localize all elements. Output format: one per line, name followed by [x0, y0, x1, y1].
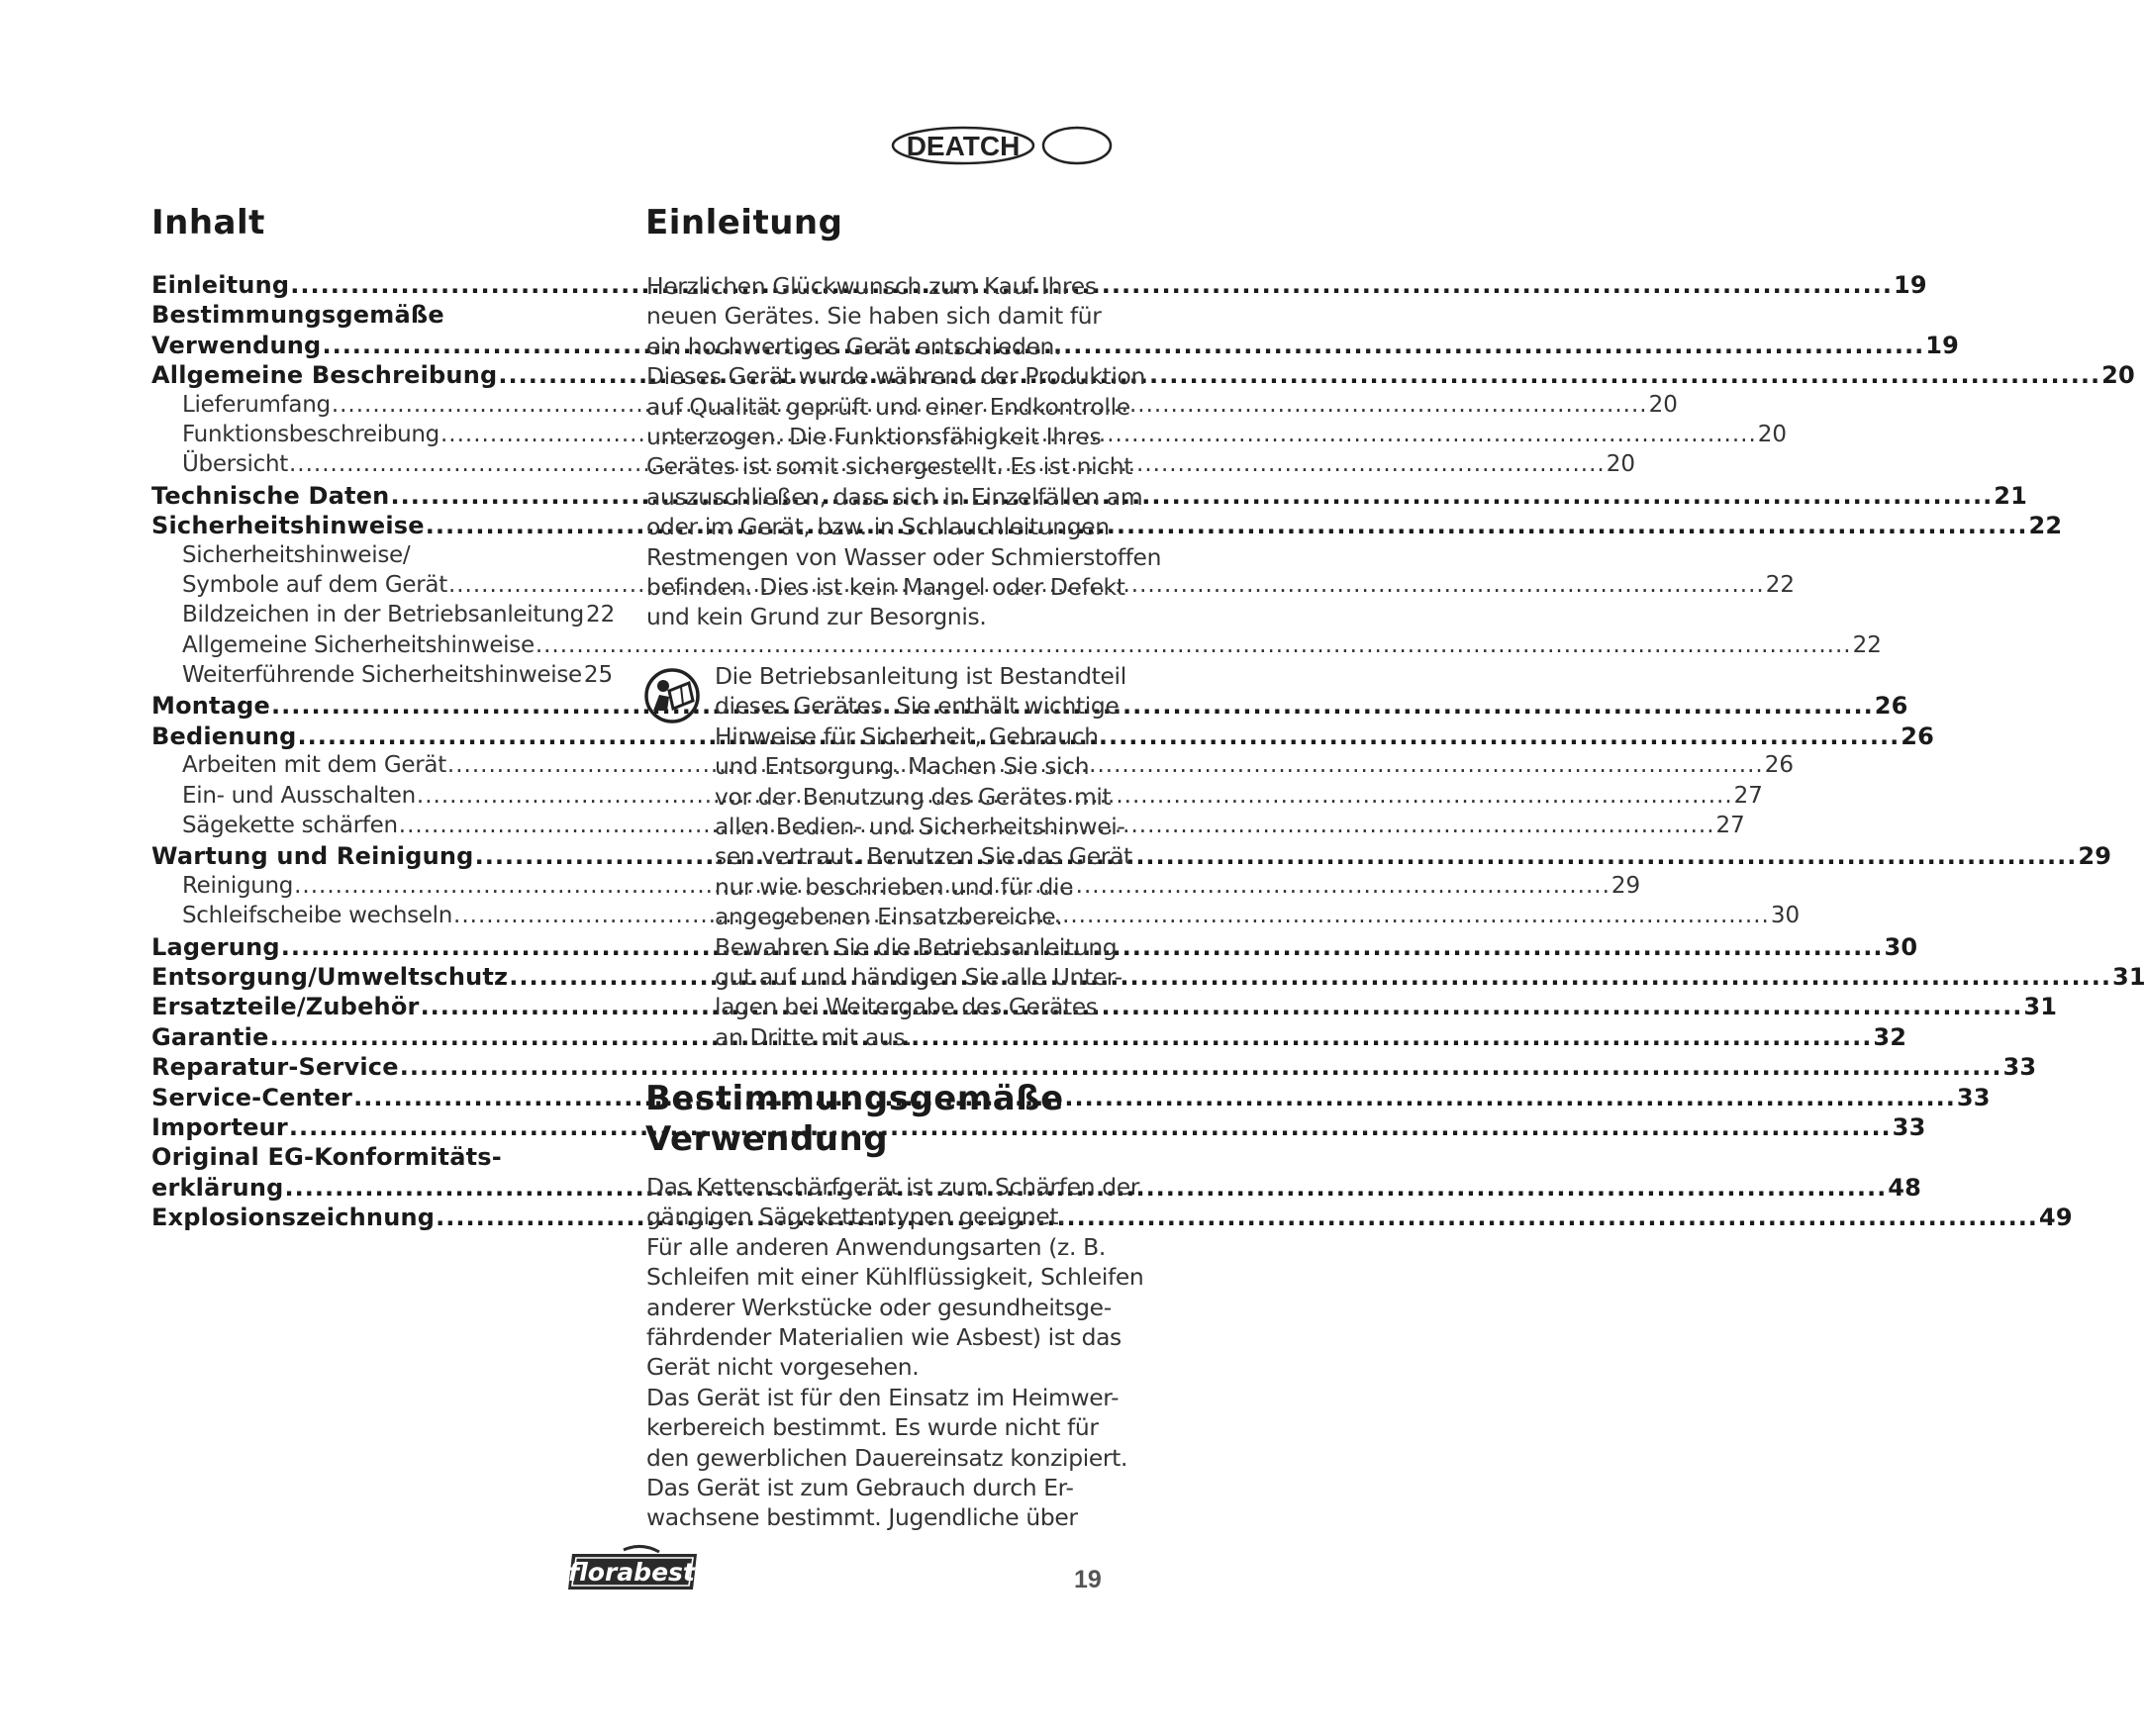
- toc-entry-page: 22: [2028, 512, 2063, 540]
- toc-entry-label: Lieferumfang: [182, 391, 331, 418]
- toc-entry-label: Allgemeine Beschreibung: [151, 361, 498, 390]
- florabest-logo: [564, 1544, 701, 1591]
- page-number: 19: [1074, 1566, 1102, 1593]
- toc-entry-label: Einleitung: [151, 271, 290, 299]
- toc-leader-dots: [390, 482, 1993, 510]
- note-line: Hinweise für Sicherheit, Gebrauch: [715, 722, 1099, 750]
- toc-entry-page: 49: [2038, 1204, 2073, 1232]
- toc-entry-label: Original EG-Konformitäts-: [151, 1143, 502, 1172]
- toc-entry-page: 20: [1648, 391, 1678, 418]
- intended-use-line: gängigen Sägekettentypen geeignet.: [646, 1203, 1066, 1231]
- toc-entry: [151, 602, 616, 631]
- toc-entry-label: Symbole auf dem Gerät: [182, 571, 447, 598]
- toc-entry-label: Weiterführende Sicherheitshinweise: [182, 662, 582, 689]
- intended-use-line: Schleifen mit einer Kühlflüssigkeit, Schleifen: [646, 1263, 1144, 1292]
- toc-entry-page: 22: [585, 602, 616, 628]
- country-badge: [886, 123, 1114, 168]
- toc-entry-page: 33: [1892, 1112, 1926, 1141]
- intro-paragraph: [646, 271, 1162, 632]
- intended-use-line: kerbereich bestimmt. Es wurde nicht für: [646, 1413, 1099, 1442]
- toc-entry-page: 33: [2002, 1053, 2037, 1082]
- toc-entry-label: Verwendung: [151, 331, 322, 359]
- intended-use-heading-line: Bestimmungsgemäße: [645, 1079, 1064, 1118]
- note-line: gut auf und händigen Sie alle Unter-: [715, 962, 1122, 991]
- toc-entry-page: 33: [1956, 1083, 1991, 1111]
- toc-entry: [151, 1053, 2037, 1083]
- intro-line: befinden. Dies ist kein Mangel oder Defekt: [646, 572, 1125, 601]
- toc-entry-page: 30: [1884, 932, 1918, 961]
- intended-use-paragraph: [646, 1172, 1144, 1533]
- toc-entry-page: 22: [1765, 571, 1795, 598]
- toc-entry-page: 48: [1888, 1173, 1922, 1202]
- intro-line: ein hochwertiges Gerät entschieden.: [646, 332, 1062, 360]
- toc-entry-label: erklärung: [151, 1173, 284, 1202]
- toc-entry: [151, 542, 609, 572]
- toc-entry: [151, 662, 614, 692]
- note-line: Die Betriebsanleitung ist Bestandteil: [715, 662, 1126, 690]
- toc-entry-label: Sicherheitshinweise: [151, 512, 425, 540]
- toc-leader-dots: [322, 332, 1924, 359]
- toc-entry-label: Service-Center: [151, 1083, 353, 1111]
- toc-entry-label: Ein- und Ausschalten: [182, 782, 416, 809]
- toc-entry-label: Importeur: [151, 1112, 288, 1141]
- toc-entry-page: 20: [1606, 451, 1636, 478]
- intended-use-line: Für alle anderen Anwendungsarten (z. B.: [646, 1232, 1106, 1261]
- toc-entry-page: 19: [1925, 331, 1960, 359]
- note-line: nur wie beschrieben und für die: [715, 872, 1074, 901]
- toc-entry-label: Allgemeine Sicherheitshinweise: [182, 631, 535, 658]
- intended-use-line: wachsene bestimmt. Jugendliche über: [646, 1503, 1078, 1532]
- intended-use-line: anderer Werkstücke oder gesundheitsge-: [646, 1293, 1112, 1321]
- toc-entry-page: 26: [1901, 722, 1935, 750]
- note-line: und Entsorgung. Machen Sie sich: [715, 752, 1090, 781]
- intro-line: Restmengen von Wasser oder Schmierstoffen: [646, 542, 1162, 571]
- toc-leader-dots: [536, 632, 1852, 658]
- toc-entry-label: Bedienung: [151, 722, 297, 750]
- read-manual-icon: [643, 667, 701, 724]
- toc-entry-label: Reinigung: [182, 872, 294, 899]
- note-line: an Dritte mit aus.: [715, 1022, 913, 1051]
- intro-line: und kein Grund zur Besorgnis.: [646, 603, 987, 631]
- logo-text: florabest: [568, 1558, 695, 1587]
- note-line: lagen bei Weitergabe des Gerätes: [715, 993, 1098, 1021]
- toc-entry-page: 22: [1852, 631, 1882, 658]
- intro-line: Dieses Gerät wurde während der Produktion: [646, 362, 1145, 391]
- toc-entry-page: 26: [1874, 692, 1908, 721]
- toc-leader-dots: [453, 903, 1770, 928]
- country-codes: DEATCH: [906, 131, 1021, 161]
- intro-line: auszuschließen, dass sich in Einzelfällen am: [646, 482, 1143, 511]
- toc-entry-label: Übersicht: [182, 451, 288, 478]
- toc-entry-page: 30: [1770, 903, 1801, 929]
- toc-leader-dots: [289, 1113, 1892, 1141]
- toc-entry-label: Wartung und Reinigung: [151, 842, 474, 871]
- toc-entry-page: 27: [1733, 782, 1763, 809]
- intro-line: unterzogen. Die Funktionsfähigkeit Ihres: [646, 422, 1102, 450]
- intended-use-line: fährdender Materialien wie Asbest) ist das: [646, 1322, 1122, 1351]
- intended-use-heading-line: Verwendung: [645, 1119, 889, 1159]
- toc-entry-label: Bildzeichen in der Betriebsanleitung: [182, 602, 584, 628]
- intended-use-line: Das Gerät ist für den Einsatz im Heimwer-: [646, 1383, 1120, 1411]
- toc-entry-page: 26: [1764, 752, 1794, 779]
- toc-entry-label: Ersatzteile/Zubehör: [151, 993, 420, 1021]
- toc-entry-page: 27: [1715, 813, 1745, 839]
- toc-title: Inhalt: [151, 203, 265, 242]
- toc-entry-label: Technische Daten: [151, 481, 390, 510]
- toc-entry-label: Funktionsbeschreibung: [182, 421, 439, 447]
- intro-line: Herzlichen Glückwunsch zum Kauf Ihres: [646, 272, 1097, 300]
- toc-entry-label: Arbeiten mit dem Gerät: [182, 752, 446, 779]
- intended-use-line: Gerät nicht vorgesehen.: [646, 1353, 920, 1382]
- toc-entry-label: Explosionszeichnung: [151, 1204, 436, 1232]
- intro-line: auf Qualität geprüft und einer Endkontrolle: [646, 392, 1130, 421]
- toc-entry-label: Reparatur-Service: [151, 1053, 399, 1082]
- toc-entry-label: Schleifscheibe wechseln: [182, 903, 453, 929]
- toc-entry-label: Bestimmungsgemäße: [151, 301, 444, 330]
- intended-use-line: Das Kettenschärfgerät ist zum Schärfen der: [646, 1173, 1140, 1201]
- toc-entry-label: Montage: [151, 692, 270, 721]
- intro-line: oder im Gerät, bzw. in Schlauchleitungen: [646, 513, 1110, 541]
- toc-entry: [151, 301, 609, 331]
- toc-entry-page: 19: [1894, 271, 1927, 299]
- toc-entry-page: 20: [2101, 361, 2135, 390]
- toc-entry-page: 32: [1873, 1022, 1907, 1051]
- toc-leader-dots: [421, 993, 2023, 1020]
- toc-entry: [151, 1143, 609, 1173]
- toc-entry: [151, 631, 1882, 662]
- toc-entry-page: 31: [2111, 962, 2146, 991]
- toc-entry-page: 29: [2078, 842, 2112, 871]
- toc-leader-dots: [353, 1084, 1956, 1111]
- manual-note: [715, 661, 1132, 1052]
- toc-entry-label: Sicherheitshinweise/: [182, 541, 411, 568]
- intended-use-heading: [645, 1079, 1064, 1160]
- note-line: angegebenen Einsatzbereiche.: [715, 903, 1063, 931]
- intro-line: Gerätes ist somit sichergestellt. Es ist nicht: [646, 452, 1133, 481]
- toc-entry-page: 21: [1994, 481, 2028, 510]
- note-line: dieses Gerätes. Sie enthält wichtige: [715, 692, 1120, 721]
- note-line: Bewahren Sie die Betriebsanleitung: [715, 932, 1118, 961]
- toc-entry-page: 29: [1610, 872, 1641, 899]
- note-line: vor der Benutzung des Gerätes mit: [715, 782, 1112, 811]
- intended-use-line: den gewerblichen Dauereinsatz konzipiert.: [646, 1443, 1128, 1472]
- toc-leader-dots: [400, 1053, 2002, 1081]
- toc-entry-label: Entsorgung/Umweltschutz: [151, 962, 509, 991]
- intro-heading: Einleitung: [645, 203, 843, 242]
- toc-entry-label: Lagerung: [151, 932, 280, 961]
- intended-use-line: Das Gerät ist zum Gebrauch durch Er-: [646, 1473, 1074, 1501]
- toc-entry-label: Sägekette schärfen: [182, 813, 398, 839]
- toc-entry-page: 31: [2023, 993, 2058, 1021]
- toc-entry-page: 25: [583, 662, 614, 689]
- intro-line: neuen Gerätes. Sie haben sich damit für: [646, 302, 1102, 331]
- note-line: sen vertraut. Benutzen Sie das Gerät: [715, 842, 1132, 871]
- note-line: allen Bedien- und Sicherheitshinwei-: [715, 812, 1125, 840]
- toc-entry-label: Garantie: [151, 1022, 269, 1051]
- toc-entry-page: 20: [1757, 421, 1788, 447]
